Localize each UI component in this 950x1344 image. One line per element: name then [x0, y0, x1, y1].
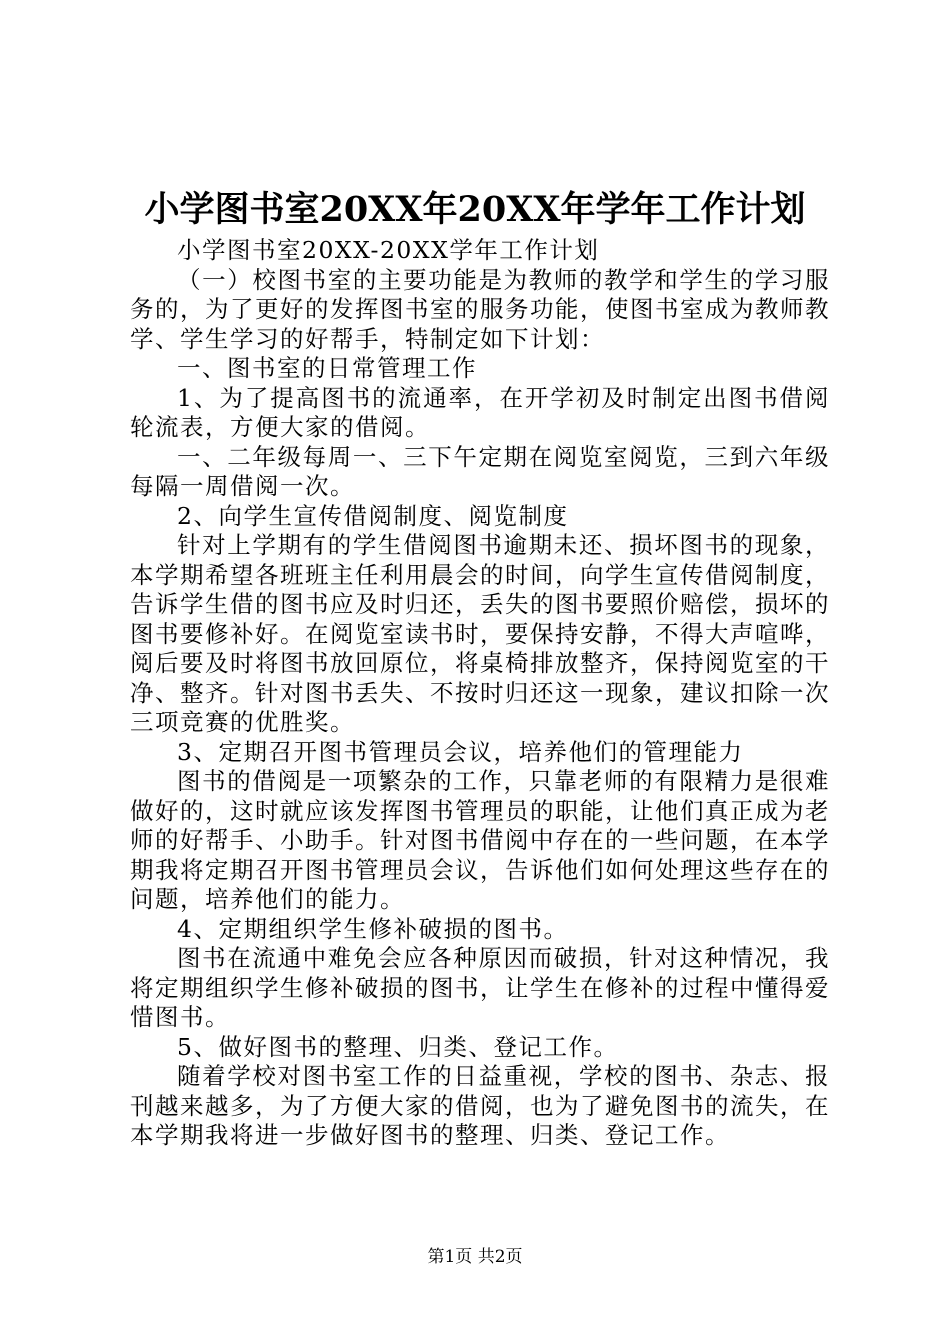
paragraph-rules: 针对上学期有的学生借阅图书逾期未还、损坏图书的现象，本学期希望各班班主任利用晨会的时间，向学生宣传借阅制度，告诉学生借的图书应及时归还，丢失的图书要照价赔偿，损坏的图书要修补好。在阅览室读书时，要保持安静，不得大声喧哗，阅后要及时将图书放回原位，将桌椅排放整齐，保持阅览室的干净、整齐。针对图书丢失、不按时归还这一现象，建议扣除一次三项竞赛的优胜奖。 — [130, 531, 830, 736]
paragraph-librarian-meeting: 图书的借阅是一项繁杂的工作，只靠老师的有限精力是很难做好的，这时就应该发挥图书管理员的职能，让他们真正成为老师的好帮手、小助手。针对图书借阅中存在的一些问题，在本学期我将定期召开图书管理员会议，告诉他们如何处理这些存在的问题，培养他们的能力。 — [130, 767, 830, 913]
paragraph-subtitle: 小学图书室20XX-20XX学年工作计划 — [177, 236, 600, 264]
paragraph-book-repair: 图书在流通中难免会应各种原因而破损，针对这种情况，我将定期组织学生修补破损的图书，让学生在修补的过程中懂得爱惜图书。 — [130, 944, 830, 1031]
item-heading-4: 4、定期组织学生修补破损的图书。 — [177, 914, 569, 943]
section-heading-daily-management: 一、图书室的日常管理工作 — [177, 354, 477, 382]
page-number-footer: 第1页 共2页 — [427, 1247, 523, 1267]
document-title: 小学图书室20XX年20XX年学年工作计划 — [144, 189, 806, 230]
paragraph-schedule: 一、二年级每周一、三下午定期在阅览室阅览，三到六年级每隔一周借阅一次。 — [130, 442, 830, 500]
document-body — [130, 236, 830, 1151]
item-heading-5: 5、做好图书的整理、归类、登记工作。 — [177, 1032, 619, 1061]
item-heading-1: 1、为了提高图书的流通率，在开学初及时制定出图书借阅轮流表，方便大家的借阅。 — [130, 383, 830, 441]
paragraph-intro: （一）校图书室的主要功能是为教师的教学和学生的学习服务的，为了更好的发挥图书室的服务功能，使图书室成为教师教学、学生学习的好帮手，特制定如下计划： — [130, 265, 830, 353]
paragraph-cataloging: 随着学校对图书室工作的日益重视，学校的图书、杂志、报刊越来越多，为了方便大家的借阅，也为了避免图书的流失，在本学期我将进一步做好图书的整理、归类、登记工作。 — [130, 1062, 830, 1149]
item-heading-3: 3、定期召开图书管理员会议，培养他们的管理能力 — [177, 737, 744, 766]
item-heading-2: 2、向学生宣传借阅制度、阅览制度 — [177, 501, 569, 530]
